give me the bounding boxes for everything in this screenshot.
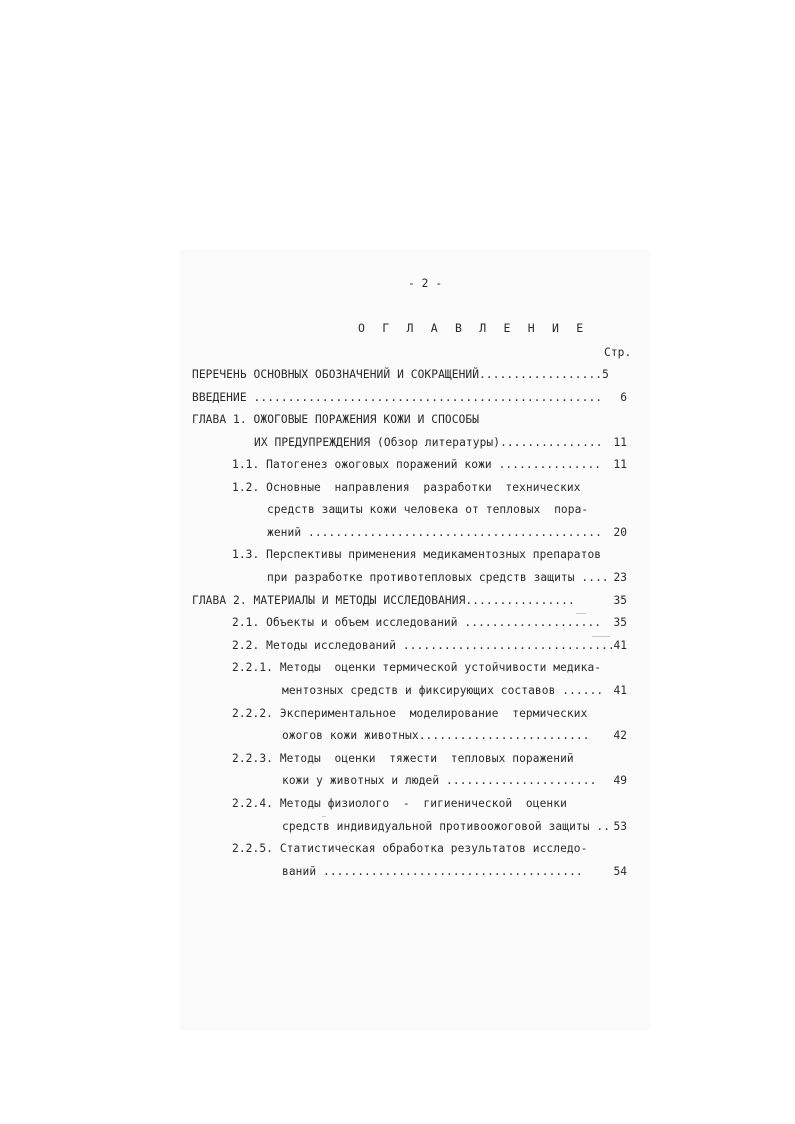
toc-entry-2-2-3-cont: кожи у животных и людей ......................	[282, 774, 597, 787]
toc-entry-1-2-page: 20	[613, 526, 627, 539]
toc-entry-2-2-4-cont: средств индивидуальной противоожоговой защиты ..	[282, 820, 611, 833]
toc-entry-2-2-1-cont: ментозных средств и фиксирующих составов ......	[282, 684, 604, 697]
toc-entry-introduction-page: 6	[620, 391, 627, 404]
toc-entry-2-2-5-cont: ваний ......................................	[282, 865, 583, 878]
toc-entry-chapter-1-cont: ИХ ПРЕДУПРЕЖДЕНИЯ (Обзор литературы)...............	[254, 436, 603, 449]
toc-entry-2-2-2-page: 42	[613, 729, 627, 742]
toc-entry-2-2-4: 2.2.4. Методы физиолого - гигиенической оценки	[232, 797, 567, 810]
toc-entry-1-3-cont: при разработке противотепловых средств защиты ....	[267, 571, 609, 584]
toc-entry-1-2: 1.2. Основные направления разработки технических	[232, 481, 581, 494]
toc-entry-2-2-3: 2.2.3. Методы оценки тяжести тепловых поражений	[232, 752, 574, 765]
scan-speck	[592, 636, 610, 637]
toc-entry-2-2-1: 2.2.1. Методы оценки термической устойчивости медика-	[232, 661, 602, 674]
toc-entry-1-3: 1.3. Перспективы применения медикаментозных препаратов	[232, 548, 602, 561]
toc-entry-abbreviations: ПЕРЕЧЕНЬ ОСНОВНЫХ ОБОЗНАЧЕНИЙ И СОКРАЩЕНИЙ..................5	[192, 368, 609, 381]
toc-entry-chapter-1: ГЛАВА 1. ОЖОГОВЫЕ ПОРАЖЕНИЯ КОЖИ И СПОСОБЫ	[192, 413, 480, 426]
page-column-label: Стр.	[604, 346, 632, 359]
toc-entry-introduction: ВВЕДЕНИЕ ...................................................	[192, 391, 603, 404]
toc-entry-chapter-2-page: 35	[613, 594, 627, 607]
page-number: - 2 -	[408, 277, 443, 290]
toc-entry-1-2-cont: жений ...........................................	[267, 526, 602, 539]
toc-entry-2-2-1-page: 41	[613, 684, 627, 697]
toc-entry-1-3-page: 23	[613, 571, 627, 584]
toc-entry-2-2-2-cont: ожогов кожи животных.........................	[282, 729, 590, 742]
toc-entry-1-1: 1.1. Патогенез ожоговых поражений кожи ...............	[232, 458, 602, 471]
toc-entry-2-1: 2.1. Объекты и объем исследований ....................	[232, 616, 602, 629]
toc-entry-2-2: 2.2. Методы исследований ...............................	[232, 639, 615, 652]
toc-entry-1-1-page: 11	[613, 458, 627, 471]
toc-entry-chapter-1-page: 11	[613, 436, 627, 449]
toc-entry-2-2-page: 41	[613, 639, 627, 652]
toc-heading: О Г Л А В Л Е Н И Е	[358, 321, 589, 335]
toc-entry-2-2-2: 2.2.2. Экспериментальное моделирование термических	[232, 707, 588, 720]
toc-entry-2-1-page: 35	[613, 616, 627, 629]
toc-entry-chapter-2: ГЛАВА 2. МАТЕРИАЛЫ И МЕТОДЫ ИССЛЕДОВАНИЯ................	[192, 594, 575, 607]
toc-entry-2-2-3-page: 49	[613, 774, 627, 787]
toc-entry-2-2-5: 2.2.5. Статистическая обработка результатов исследо-	[232, 842, 588, 855]
toc-entry-2-2-5-page: 54	[613, 865, 627, 878]
scan-speck	[576, 613, 586, 614]
scan-speck	[322, 816, 326, 817]
toc-entry-1-2-cont: средств защиты кожи человека от тепловых пора-	[267, 503, 589, 516]
toc-entry-2-2-4-page: 53	[613, 820, 627, 833]
